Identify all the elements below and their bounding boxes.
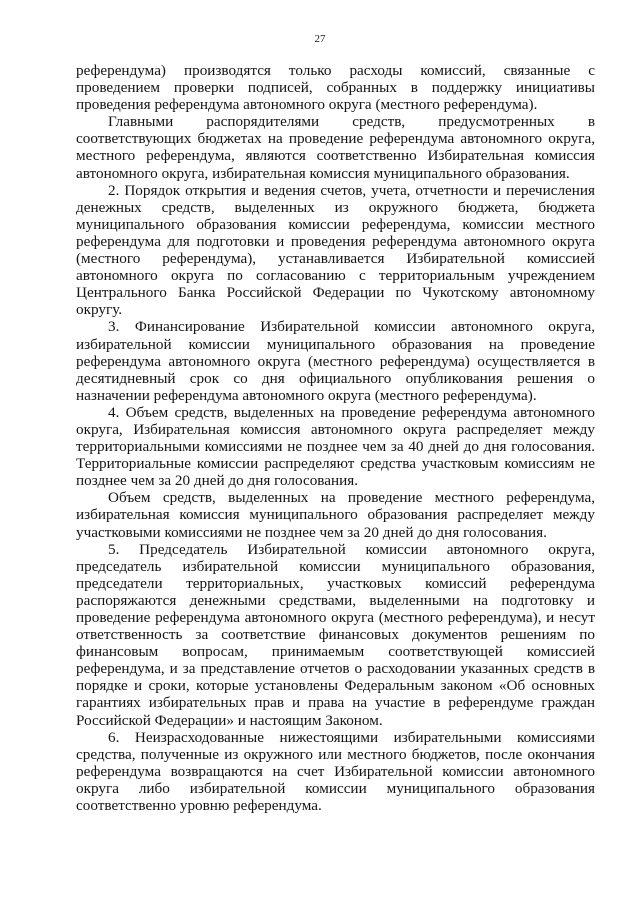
- paragraph-item-4: 4. Объем средств, выделенных на проведение референдума автономного округа, Избирательная комиссия автономного округа распределяет между территориальными комиссиями не позднее чем за 40 дней до дня голосования. Территориальные комиссии распределяют средства участковым комиссиям не позднее чем за 20 дней до дня голосования.: [76, 403, 595, 490]
- document-body: [76, 62, 595, 814]
- paragraph-item-2: 2. Порядок открытия и ведения счетов, учета, отчетности и перечисления денежных средств, выделенных из окружного бюджета, бюджета муниципального образования комиссии референдума, комиссии местного референдума для подготовки и проведения референдума автономного округа (местного референдума), устанавливается Избирательной комиссией автономного округа по согласованию с территориальным учреждением Центрального Банка Российской Федерации по Чукотскому автономному округу.: [76, 181, 595, 319]
- paragraph-budget-managers: Главными распорядителями средств, предусмотренных в соответствующих бюджетах на проведение референдума автономного округа, местного референдума, являются соответственно Избирательная комиссия автономного округа, избирательная комиссия муниципального образования.: [76, 113, 595, 182]
- paragraph-item-3: 3. Финансирование Избирательной комиссии автономного округа, избирательной комиссии муниципального образования на проведение референдума автономного округа (местного референдума) осуществляется в десятидневный срок со дня официального опубликования решения о назначении референдума автономного округа (местного референдума).: [76, 318, 595, 404]
- paragraph-local-referendum-funds: Объем средств, выделенных на проведение местного референдума, избирательная комиссия муниципального образования распределяет между участковыми комиссиями не позднее чем за 20 дней до дня голосования.: [76, 489, 595, 541]
- paragraph-item-6: 6. Неизрасходованные нижестоящими избирательными комиссиями средства, полученные из окружного или местного бюджетов, после окончания референдума возвращаются на счет Избирательной комиссии автономного округа либо избирательной комиссии муниципального образования соответственно уровню референдума.: [76, 728, 595, 815]
- page-number: 27: [314, 33, 326, 45]
- paragraph-item-5: 5. Председатель Избирательной комиссии автономного округа, председатель избирательной комиссии муниципального образования, председатели территориальных, участковых комиссий референдума распоряжаются денежными средствами, выделенными на подготовку и проведение референдума автономного округа (местного референдума), и несут ответственность за соответствие финансовых документов решениям по финансовым вопросам, принимаемым соответствующей комиссией референдума, и за представление отчетов о расходовании указанных средств в порядке и сроки, которые установлены Федеральным законом «Об основных гарантиях избирательных прав и права на участие в референдуме граждан Российской Федерации» и настоящим Законом.: [76, 540, 595, 729]
- paragraph-continuation: референдума) производятся только расходы комиссий, связанные с проведением проверки подписей, собранных в поддержку инициативы проведения референдума автономного округа (местного референдума).: [76, 62, 595, 114]
